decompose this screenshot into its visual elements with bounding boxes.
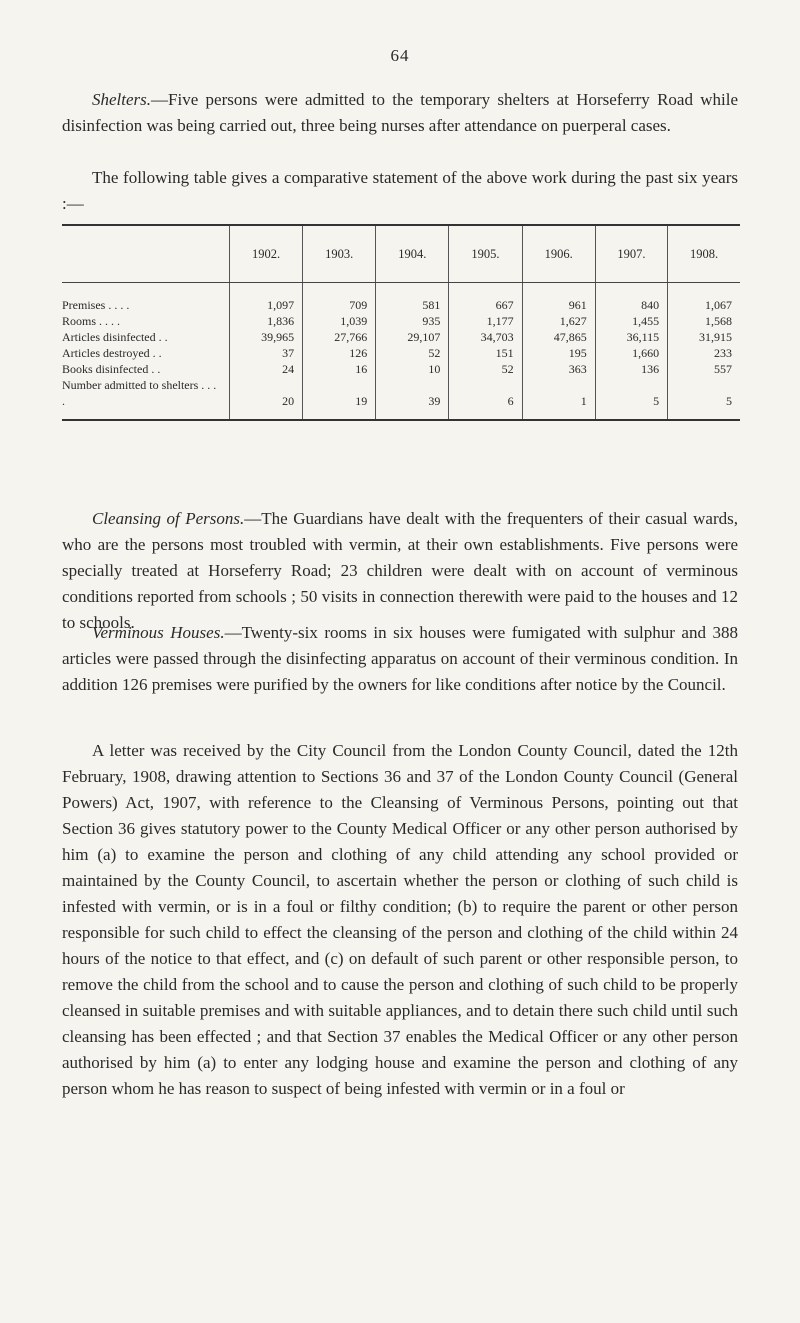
letter-paragraph: A letter was received by the City Council from the London County Council, dated the 12th February, 1908, drawing attention to Sections 36 and 37 of the London County Council (General Powers) Act, 1907, with reference to the Cleansing of Verminous Persons, pointing out that Section 36 gives statutory power to the County Medical Officer or any other person authorised by him (a) to examine the person and clothing of any child attending any school provided or maintained by the County Council, to ascertain whether the person or clothing of such child is infested with vermin, or is in a foul or filthy condition; (b) to require the parent or other person responsible for such child to effect the cleansing of the person and clothing of the child within 24 hours of the notice to that effect, and (c) on default of such parent or other responsible person, to remove the child from the school and to cause the person and clothing of such child to be properly cleansed in suitable premises and with suitable appliances, and to detain there such child until such cleansing has been effected ; and that Section 37 enables the Medical Officer or any other person authorised by him (a) to enter any lodging house and examine the person and clothing of any person whom he has reason to suspect of being infested with vermin or in a foul or [62, 741, 738, 1098]
table-cell: 19 [303, 377, 376, 420]
table-cell: 29,107 [376, 329, 449, 345]
shelters-text: —Five persons were admitted to the temporary shelters at Horseferry Road while disinfection was being carried out, three being nurses after attendance on puerperal cases. [62, 90, 738, 135]
table-cell: 20 [230, 377, 303, 420]
table-cell: 1 [522, 377, 595, 420]
table-cell: 1,177 [449, 313, 522, 329]
table-cell: 1,836 [230, 313, 303, 329]
table-row [62, 345, 740, 361]
table-row [62, 313, 740, 329]
table-cell: 151 [449, 345, 522, 361]
table-cell: 10 [376, 361, 449, 377]
table-cell: 52 [376, 345, 449, 361]
year-header: 1902. [230, 225, 303, 283]
table-cell: 52 [449, 361, 522, 377]
table-row [62, 283, 740, 314]
row-label: Articles destroyed . . [62, 346, 162, 360]
table-cell: 39,965 [230, 329, 303, 345]
table-cell: 1,568 [668, 313, 740, 329]
table-cell: 27,766 [303, 329, 376, 345]
table-cell: 1,660 [595, 345, 667, 361]
table-cell: 47,865 [522, 329, 595, 345]
table-cell: 31,915 [668, 329, 740, 345]
row-label: Rooms . . . . [62, 314, 121, 328]
table-cell: 709 [303, 283, 376, 314]
table-cell: 126 [303, 345, 376, 361]
cleansing-paragraph [62, 506, 738, 636]
table-cell: 581 [376, 283, 449, 314]
header-label-cell [62, 225, 230, 283]
table-header-row [62, 225, 740, 283]
year-header: 1907. [595, 225, 667, 283]
verminous-text: —Twenty-six rooms in six houses were fumigated with sulphur and 388 articles were passed through the disinfecting apparatus on account of their verminous condition. In addition 126 premises were purified by the owners for like conditions after notice by the Council. [62, 623, 738, 694]
table-cell: 5 [668, 377, 740, 420]
cleansing-heading: Cleansing of Persons. [92, 509, 245, 528]
row-label: Books disinfected . . [62, 362, 161, 376]
comparative-table [62, 224, 740, 421]
table-cell: 37 [230, 345, 303, 361]
table-cell: 557 [668, 361, 740, 377]
cleansing-text: —The Guardians have dealt with the frequenters of their casual wards, who are the persons most troubled with vermin, at their own establishments. Five persons were specially treated at Horseferry Road; 23 children were dealt with on account of verminous conditions reported from schools ; 50 visits in connection therewith were paid to the houses and 12 to schools. [62, 509, 738, 632]
table-cell: 667 [449, 283, 522, 314]
table-cell: 34,703 [449, 329, 522, 345]
table-cell: 233 [668, 345, 740, 361]
table-cell: 1,067 [668, 283, 740, 314]
table-cell: 136 [595, 361, 667, 377]
table-cell: 1,627 [522, 313, 595, 329]
year-header: 1905. [449, 225, 522, 283]
table-cell: 961 [522, 283, 595, 314]
table-cell: 935 [376, 313, 449, 329]
table-cell: 16 [303, 361, 376, 377]
year-header: 1906. [522, 225, 595, 283]
table-cell: 24 [230, 361, 303, 377]
table-row [62, 361, 740, 377]
shelters-heading: Shelters. [92, 90, 152, 109]
table-cell: 5 [595, 377, 667, 420]
table-cell: 36,115 [595, 329, 667, 345]
table-intro: The following table gives a comparative statement of the above work during the past six years :— [62, 168, 738, 213]
table-cell: 840 [595, 283, 667, 314]
table-cell: 39 [376, 377, 449, 420]
row-label: Number admitted to shelters . . . . [62, 378, 217, 408]
verminous-heading: Verminous Houses. [92, 623, 225, 642]
table-cell: 363 [522, 361, 595, 377]
year-header: 1908. [668, 225, 740, 283]
row-label: Premises . . . . [62, 298, 130, 312]
table-cell: 1,455 [595, 313, 667, 329]
page-number: 64 [390, 46, 410, 65]
shelters-paragraph [62, 87, 738, 139]
year-header: 1903. [303, 225, 376, 283]
table-row [62, 329, 740, 345]
table-cell: 195 [522, 345, 595, 361]
row-label: Articles disinfected . . [62, 330, 168, 344]
table-cell: 1,039 [303, 313, 376, 329]
year-header: 1904. [376, 225, 449, 283]
table-cell: 1,097 [230, 283, 303, 314]
table-cell: 6 [449, 377, 522, 420]
verminous-paragraph [62, 620, 738, 698]
table-row [62, 377, 740, 420]
